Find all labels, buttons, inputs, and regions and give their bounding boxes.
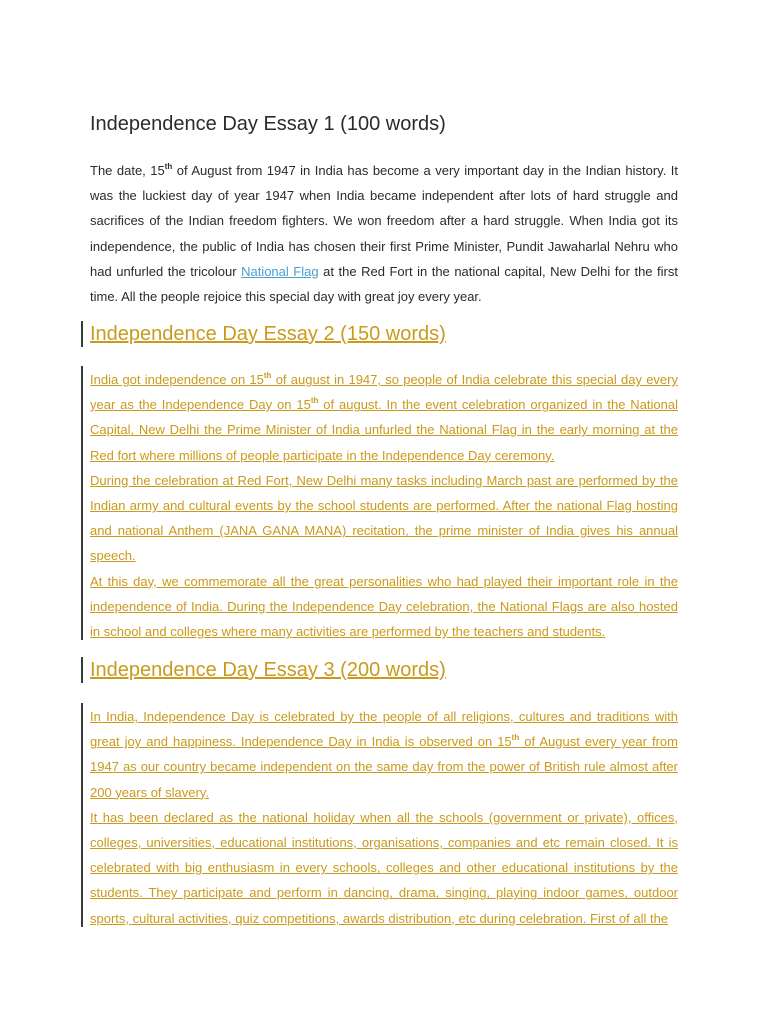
essay1-text-a: The date, 15 xyxy=(90,163,165,178)
essay3-body[interactable] xyxy=(90,704,678,931)
essay2-p1-a: India got independence on 15 xyxy=(90,372,264,387)
essay1-title: Independence Day Essay 1 (100 words) xyxy=(90,113,446,135)
essay3-paragraph-1 xyxy=(90,704,678,805)
essay3-title-bar xyxy=(81,657,83,683)
essay2-body[interactable] xyxy=(90,367,678,644)
essay1-paragraph xyxy=(90,158,678,309)
essay2-title-bar xyxy=(81,321,83,347)
essay2-paragraph-1 xyxy=(90,367,678,468)
essay3-paragraph-2: It has been declared as the national holiday when all the schools (government or private), offices, colleges, universities, educational institutions, organisations, companies and etc remain closed. It is celebrated with big enthusiasm in every schools, colleges and other educational institutions by the students. They participate and perform in dancing, drama, singing, playing indoor games, outdoor sports, cultural activities, quiz competitions, awards distribution, etc during celebration. First of all the xyxy=(90,809,678,926)
essay3-sup: th xyxy=(511,732,520,742)
essay1-sup: th xyxy=(164,161,173,171)
essay2-text-bar xyxy=(81,366,83,640)
essay2-paragraph-3: At this day, we commemorate all the great personalities who had played their important role in the independence of India. During the Independence Day celebration, the National Flags are also hosted in school and colleges where many activities are performed by the teachers and students. xyxy=(90,573,678,640)
essay3-title[interactable]: Independence Day Essay 3 (200 words) xyxy=(90,659,446,681)
essay3-p1-b: of August every year from 1947 as our country became independent on the same day from the power of British rule almost after 200 years of slavery. xyxy=(90,734,678,800)
essay2-title[interactable]: Independence Day Essay 2 (150 words) xyxy=(90,323,446,345)
national-flag-link[interactable]: National Flag xyxy=(241,263,319,279)
essay2-paragraph-2: During the celebration at Red Fort, New Delhi many tasks including March past are performed by the Indian army and cultural events by the school students are performed. After the national Flag hosting and national Anthem (JANA GANA MANA) recitation, the prime minister of India gives his annual speech. xyxy=(90,472,678,564)
essay1-text-c: at the Red Fort in the national capital, New Delhi for the first time. All the people rejoice this special day with great joy every year. xyxy=(90,263,678,305)
essay3-p1-a: In India, Independence Day is celebrated by the people of all religions, cultures and traditions with great joy and happiness. Independence Day in India is observed on 15 xyxy=(90,709,678,750)
essay1-text-b: of August from 1947 in India has become a very important day in the Indian history. It was the luckiest day of year 1947 when India became independent after lots of hard struggle and sacrifices of the Indian freedom fighters. We won freedom after a hard struggle. When India got its independence, the public of India has chosen their first Prime Minister, Pundit Jawaharlal Nehru who had unfurled the tricolour xyxy=(90,163,678,279)
essay2-p1-c: of august. In the event celebration organized in the National Capital, New Delhi the Prime Minister of India unfurled the National Flag in the early morning at the Red fort where millions of people participate in the Independence Day ceremony. xyxy=(90,397,679,463)
essay2-sup-2: th xyxy=(310,395,319,405)
essay2-sup-1: th xyxy=(263,370,272,380)
essay2-p1-b: of august in 1947, so people of India celebrate this special day every year as the Independence Day on 15 xyxy=(90,372,678,413)
essay3-text-bar xyxy=(81,703,83,927)
